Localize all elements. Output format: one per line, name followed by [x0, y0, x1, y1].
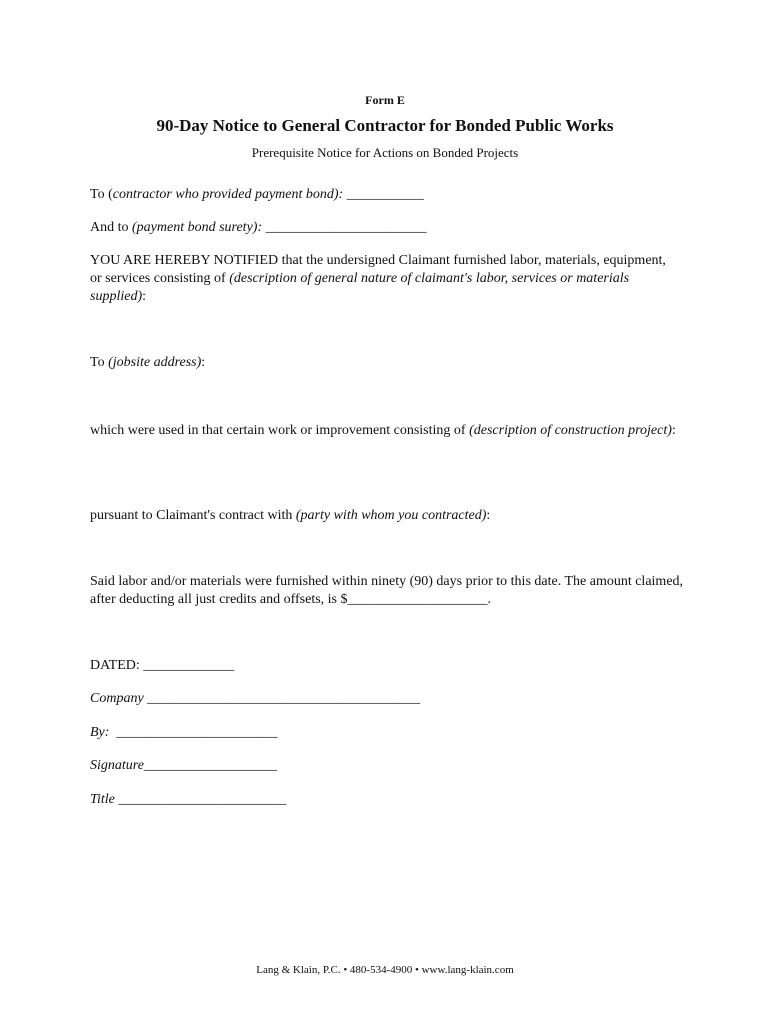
document-title: 90-Day Notice to General Contractor for Bonded Public Works — [156, 116, 614, 135]
notice-paragraph — [90, 252, 680, 306]
form-label: Form E — [365, 93, 405, 107]
title-label: Title — [90, 792, 115, 807]
by-blank[interactable]: _______________________ — [109, 725, 278, 740]
title-line — [90, 791, 690, 809]
amount-paragraph: Said labor and/or materials were furnished within ninety (90) days prior to this date. The amount claimed, after deducting all just credits and offsets, is $____________________. — [90, 574, 684, 607]
to-contractor-prefix: To ( — [90, 187, 113, 202]
by-label: By: — [90, 725, 110, 740]
title-blank[interactable]: ________________________ — [114, 792, 287, 807]
contract-italic: (party with whom you contracted) — [295, 508, 487, 523]
company-line — [90, 690, 690, 708]
to-contractor-line — [90, 186, 690, 204]
work-paragraph — [90, 422, 680, 440]
to-contractor-blank[interactable]: ___________ — [343, 187, 424, 202]
company-label: Company — [90, 691, 144, 706]
notice-suffix: : — [142, 289, 146, 304]
company-blank[interactable]: _______________________________________ — [143, 691, 421, 706]
to-surety-prefix: And to — [90, 220, 132, 235]
by-line — [90, 724, 690, 742]
work-text: which were used in that certain work or improvement consisting of — [90, 423, 470, 438]
dated-line[interactable]: DATED: _____________ — [90, 658, 235, 673]
notice-text: YOU ARE HEREBY NOTIFIED that the undersigned Claimant furnished labor, materials, equipment, or services consisting of — [90, 253, 666, 286]
signature-label: Signature — [90, 758, 144, 773]
notice-italic: (description of general nature of claimant's labor, services or materials supplied) — [90, 271, 630, 304]
jobsite-italic: (jobsite address) — [108, 355, 202, 370]
to-contractor-italic: contractor who provided payment bond): — [112, 187, 344, 202]
signature-blank[interactable]: ___________________ — [143, 758, 277, 773]
document-subtitle: Prerequisite Notice for Actions on Bonded Projects — [251, 145, 519, 160]
to-surety-blank[interactable]: _______________________ — [262, 220, 427, 235]
work-suffix: : — [671, 423, 676, 438]
work-italic: (description of construction project) — [469, 423, 672, 438]
jobsite-line — [90, 354, 690, 372]
to-surety-italic: (payment bond surety): — [132, 220, 263, 235]
signature-line — [90, 757, 690, 775]
contract-line — [90, 507, 690, 525]
jobsite-prefix: To — [90, 355, 109, 370]
jobsite-suffix: : — [201, 355, 206, 370]
to-surety-line — [90, 219, 690, 237]
contract-suffix: : — [486, 508, 491, 523]
contract-text: pursuant to Claimant's contract with — [90, 508, 296, 523]
page-footer: Lang & Klain, P.C. • 480-534-4900 • www.lang-klain.com — [256, 964, 514, 976]
